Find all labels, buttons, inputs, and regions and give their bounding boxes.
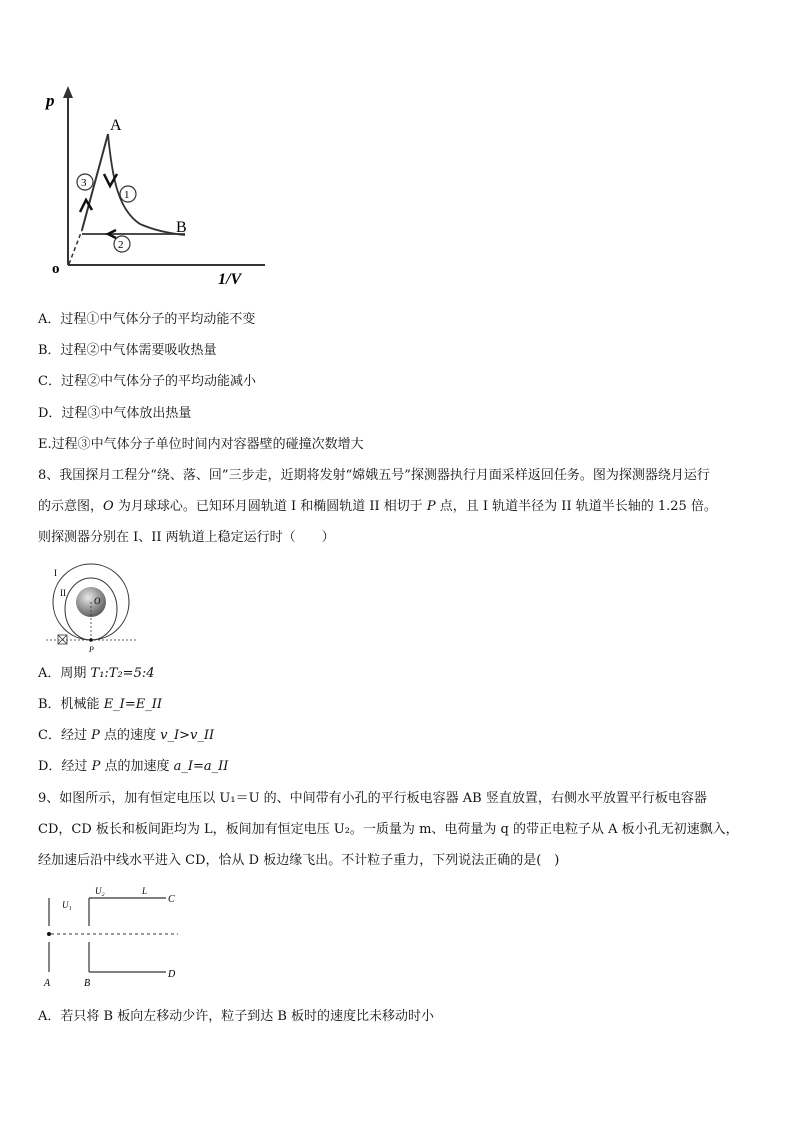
q8-option-a-expr: T₁:T₂=5:4 <box>90 666 155 681</box>
q8-option-a-prefix: A．周期 <box>38 666 91 681</box>
q9-stem-line3: 经加速后沿中线水平进入 CD，恰从 D 板边缘飞出。不计粒子重力，下列说法正确的是( ) <box>38 853 560 868</box>
point-p-dot <box>89 638 93 642</box>
q8-center-o: O <box>103 499 114 514</box>
orbit-2-label: II <box>60 588 66 598</box>
origin-label: o <box>52 261 60 277</box>
y-axis-arrow <box>63 86 73 98</box>
y-axis-label: p <box>46 91 55 110</box>
point-p-label: P <box>89 645 94 654</box>
q8-stem-line2 <box>38 498 717 516</box>
q8-option-c-p: P <box>91 728 100 743</box>
q8-point-p: P <box>426 499 436 514</box>
q8-option-d-expr: a_I=a_II <box>173 759 229 774</box>
particle-dot <box>47 932 51 936</box>
probe-icon <box>58 635 67 644</box>
l-label: L <box>142 886 148 896</box>
c-label: C <box>168 894 175 905</box>
process-3-dashed <box>69 230 82 264</box>
q8-option-a <box>38 665 155 683</box>
q8-option-c-expr: v_I>v_II <box>160 728 215 743</box>
q8-option-b-prefix: B．机械能 <box>38 697 104 712</box>
q7-option-c: C．过程②中气体分子的平均动能减小 <box>38 374 256 389</box>
capacitor-figure <box>38 880 188 992</box>
q7-option-a: A．过程①中气体分子的平均动能不变 <box>38 312 256 327</box>
q8-option-d-p: P <box>91 759 101 774</box>
q7-option-e: E.过程③中气体分子单位时间内对容器壁的碰撞次数增大 <box>38 437 364 452</box>
b-label: B <box>84 978 91 989</box>
u1-label: U₁ <box>62 900 72 910</box>
process-2-number: 2 <box>118 239 124 251</box>
q8-option-c <box>38 727 214 745</box>
process-1-curve <box>108 134 185 235</box>
orbit-figure <box>44 562 144 654</box>
u2-label: U₂ <box>95 886 105 896</box>
q9-stem-line1: 9、如图所示，加有恒定电压以 U₁＝U 的、中间带有小孔的平行板电容器 AB 竖直放置，右侧水平放置平行板电容器 <box>38 791 707 806</box>
q8-option-b <box>38 696 162 714</box>
q9-stem-line2: CD，CD 板长和板间距均为 L，板间加有恒定电压 U₂。一质量为 m、电荷量为 q 的带正电粒子从 A 板小孔无初速飘入， <box>38 822 739 837</box>
pv-graph <box>40 82 280 287</box>
q8-option-d <box>38 758 228 776</box>
q8-option-d-mid: 点的加速度 <box>100 759 174 774</box>
process-3-number: 3 <box>81 177 87 189</box>
q8-option-c-mid: 点的速度 <box>99 728 161 743</box>
q9-option-a: A．若只将 B 板向左移动少许，粒子到达 B 板时的速度比未移动时小 <box>38 1009 435 1024</box>
q8-stem-text: 点，且 I 轨道半径为 II 轨道半长轴的 1.25 倍。 <box>435 499 717 514</box>
q8-stem-text: 的示意图， <box>38 499 104 514</box>
q8-option-d-prefix: D．经过 <box>38 759 92 774</box>
orbit-1-label: I <box>54 568 57 578</box>
d-label: D <box>168 969 176 980</box>
q8-option-c-prefix: C．经过 <box>38 728 92 743</box>
q7-option-d: D．过程③中气体放出热量 <box>38 406 192 421</box>
x-axis-label: 1/V <box>218 271 242 287</box>
q8-option-b-expr: E_I=E_II <box>103 697 162 712</box>
q8-stem-line3: 则探测器分别在 I、II 两轨道上稳定运行时（ ） <box>38 530 335 545</box>
a-label: A <box>44 978 51 989</box>
center-label: O <box>94 596 101 606</box>
point-a-label: A <box>110 117 122 134</box>
q8-stem-text: 为月球球心。已知环月圆轨道 I 和椭圆轨道 II 相切于 <box>113 499 427 514</box>
point-b-label: B <box>176 219 187 236</box>
q8-stem-line1: 8、我国探月工程分“绕、落、回”三步走，近期将发射“嫦娥五号”探测器执行月面采样返回任务。图为探测器绕月运行 <box>38 468 710 483</box>
process-1-number: 1 <box>124 189 130 201</box>
q7-option-b: B．过程②中气体需要吸收热量 <box>38 343 217 358</box>
